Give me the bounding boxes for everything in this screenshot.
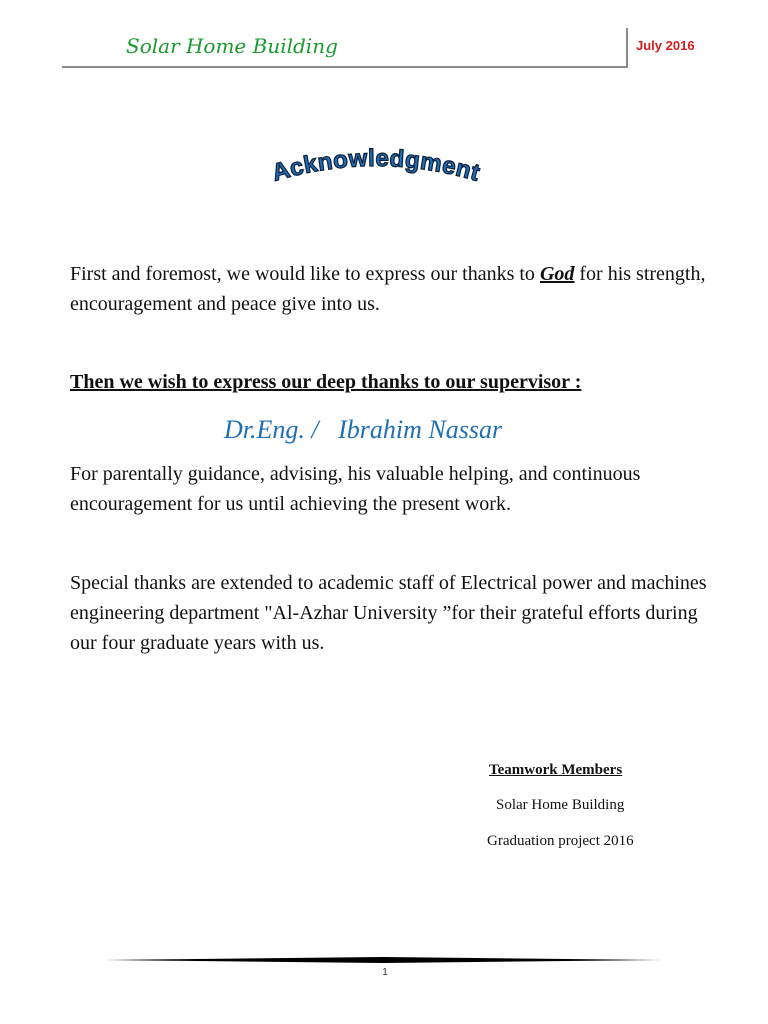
- footer-divider: [106, 956, 662, 964]
- supervisor-thanks-heading: Then we wish to express our deep thanks to our supervisor :: [70, 371, 582, 393]
- god-emphasis: God: [539, 263, 575, 285]
- acknowledgment-title-text: Acknowledgment: [269, 144, 484, 187]
- svg-text:Acknowledgment: [269, 145, 483, 187]
- guidance-paragraph: For parentally guidance, advising, his valuable helping, and continuous encouragement for us until achieving the present work.: [70, 463, 641, 515]
- team-project-name: Solar Home Building: [496, 797, 625, 813]
- header-divider: [62, 66, 628, 68]
- acknowledgment-wordart-title: [226, 130, 526, 210]
- team-project-year: Graduation project 2016: [487, 833, 634, 849]
- header-title: Solar Home Building: [126, 34, 338, 58]
- paragraph1-text-before: First and foremost, we would like to express our thanks to: [70, 263, 540, 285]
- header-date-separator: [626, 28, 628, 68]
- paragraph1-text-after: for his strength, encouragement and peace give into us.: [70, 263, 706, 315]
- supervisor-name: Dr.Eng. / Ibrahim Nassar: [224, 415, 503, 444]
- page-number: 1: [382, 967, 388, 978]
- special-thanks-paragraph: Special thanks are extended to academic staff of Electrical power and machines engineering department "Al-Azhar University ”for their grateful efforts during our four graduate years with us.: [70, 572, 707, 654]
- thanks-god-paragraph: [70, 259, 710, 319]
- team-heading: Teamwork Members: [489, 762, 623, 778]
- header-date: July 2016: [636, 38, 695, 53]
